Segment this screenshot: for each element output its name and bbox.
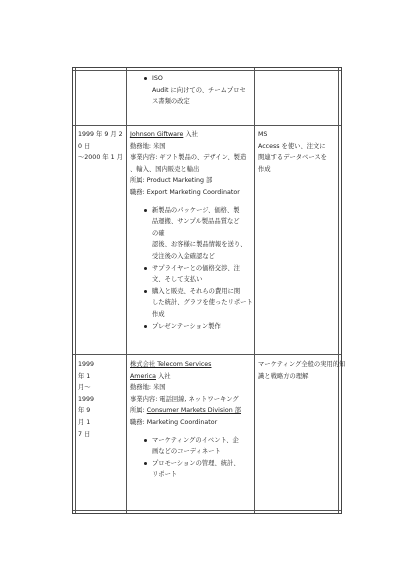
skill-line: MS <box>258 131 268 138</box>
dept-line <box>130 405 241 417</box>
bullet-icon <box>144 325 147 328</box>
task-text: 購入と販売、それらの費用に関 <box>152 287 241 295</box>
row-divider-2 <box>73 354 341 355</box>
skill-line: マーケティング全般の実用的知 <box>258 361 346 368</box>
bullet-icon <box>144 77 147 80</box>
table-border-right-inner <box>338 68 339 513</box>
row1-job-cell <box>130 129 253 332</box>
company-line <box>130 371 241 383</box>
role-line: 職務: Marketing Coordinator <box>130 418 218 426</box>
row2-period-cell <box>78 359 94 440</box>
skill-line: 作成 <box>258 165 271 173</box>
detail-line: 勤務地: 米国 <box>130 142 166 150</box>
list-item <box>130 286 253 321</box>
table-border-top-inner <box>73 70 341 71</box>
skill-line: Access を使い、注文に <box>258 142 326 150</box>
task-text: ISO <box>152 75 163 82</box>
list-item <box>130 205 253 263</box>
task-text: した統計、グラフを使ったリポート <box>152 299 253 307</box>
detail-line: 事業内容: 電話回線, ネットワーキング <box>130 395 239 403</box>
task-text: サプライヤーとの価格交渉、注 <box>152 264 240 272</box>
task-text: 受注後の入金確認など <box>152 252 215 260</box>
task-text: 新製品のパッケージ、価格、製 <box>152 206 240 214</box>
skill-line: 関連するデータベースを <box>258 154 327 162</box>
row1-period-cell <box>78 129 123 164</box>
list-item <box>130 435 241 458</box>
row-divider-1 <box>73 125 341 126</box>
table-border-left-inner <box>75 68 76 513</box>
detail-line: 、輸入、国内販売と輸出 <box>130 165 200 173</box>
period-line: 1999 <box>78 361 95 368</box>
company-name: Johnson Giftware <box>130 131 184 138</box>
row1-task-list <box>130 205 253 333</box>
company-line <box>130 129 253 141</box>
company-suffix: 入社 <box>155 372 171 380</box>
task-text: 画などのコーディネート <box>152 448 221 456</box>
detail-line: 所属: Product Marketing 部 <box>130 177 213 185</box>
period-line: 年 9 <box>78 407 91 415</box>
company-name-cont: America <box>130 372 156 380</box>
detail-line: 職務: Export Marketing Coordinator <box>130 188 240 196</box>
row1-skills-cell <box>258 129 327 175</box>
list-item <box>130 73 246 108</box>
period-line: 1999 <box>78 395 95 403</box>
company-name: 株式会社 Telecom Services <box>130 361 212 368</box>
bullet-icon <box>144 439 147 442</box>
task-text: マーケティングのイベント、企 <box>152 436 239 444</box>
bullet-icon <box>144 462 147 465</box>
task-text: の確 <box>152 229 165 237</box>
period-line: 年 1 <box>78 372 91 380</box>
period-line: 月 1 <box>78 418 91 426</box>
period-line: 1999 年 9 月 2 <box>78 131 123 138</box>
task-text: 品運搬、サンプル製品品質など <box>152 218 240 226</box>
task-text: リポート <box>152 471 178 479</box>
bullet-icon <box>144 209 147 212</box>
detail-line: 勤務地: 米国 <box>130 384 166 392</box>
list-item <box>130 458 241 481</box>
period-line: 7 日 <box>78 430 91 438</box>
skill-line: 識と戦略方の理解 <box>258 372 309 380</box>
period-line: 0 日 <box>78 142 91 150</box>
list-item <box>130 321 253 333</box>
dept-name: Consumer Markets Division 部 <box>146 407 242 415</box>
career-table <box>72 67 346 514</box>
bullet-icon <box>144 267 147 270</box>
company-suffix: 入社 <box>183 131 198 138</box>
table-border-bottom-inner <box>73 510 341 511</box>
task-text: ス書類の改定 <box>152 98 190 106</box>
row0-tasks-cell <box>130 73 246 108</box>
period-line: ～2000 年 1 月 <box>78 154 123 162</box>
list-item <box>130 263 253 286</box>
task-text: プレゼンテーション製作 <box>152 322 221 330</box>
task-text: プロモーションの管理、統計、 <box>152 459 240 467</box>
column-divider-1 <box>126 68 127 513</box>
task-text: 認後、お客様に製品情報を送り、 <box>152 241 247 249</box>
row0-task-list <box>130 73 246 108</box>
task-text: 文、そして支払い <box>152 276 203 284</box>
dept-label: 所属: <box>130 407 147 415</box>
period-line: 月～ <box>78 384 91 392</box>
column-divider-2 <box>254 68 255 513</box>
row2-skills-cell <box>258 359 345 382</box>
task-text: Audit に向けての、チームプロセ <box>152 86 246 94</box>
row2-job-cell <box>130 359 241 481</box>
detail-line: 事業内容: ギフト製品の、デザイン、製造 <box>130 154 247 162</box>
bullet-icon <box>144 290 147 293</box>
task-text: 作成 <box>152 310 165 318</box>
row2-task-list <box>130 435 241 481</box>
